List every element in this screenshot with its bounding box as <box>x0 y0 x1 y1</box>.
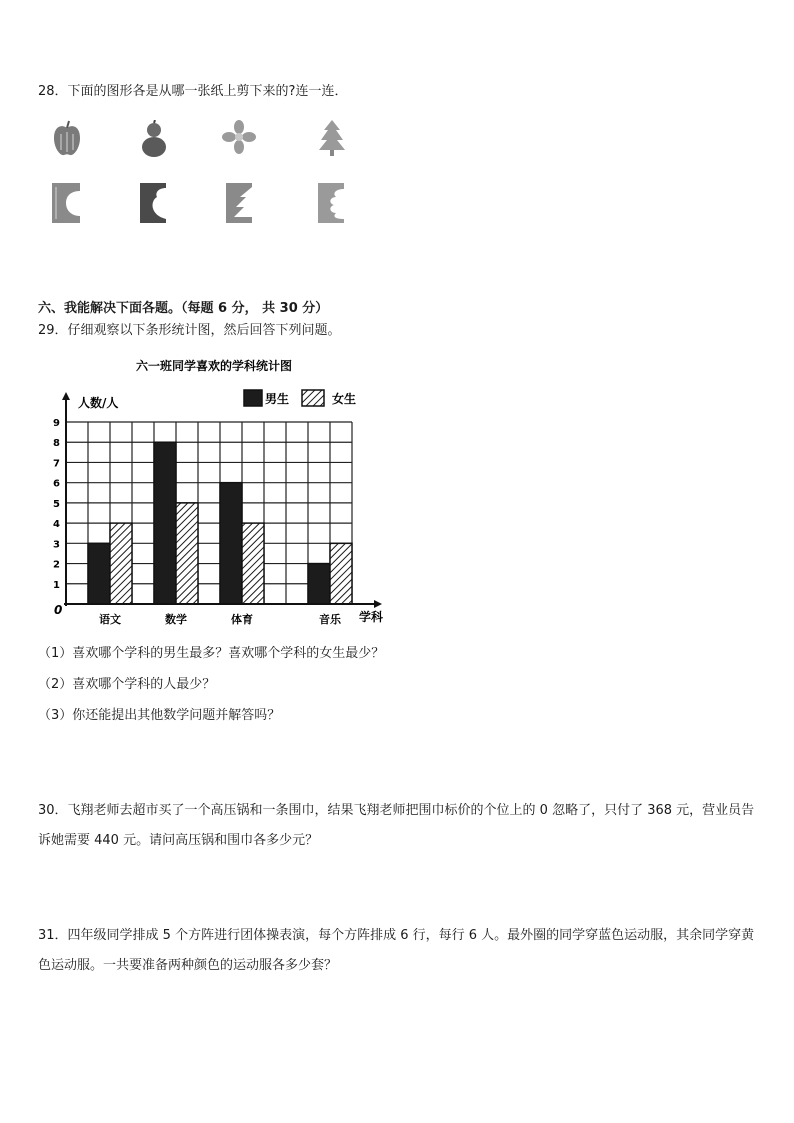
apple-icon <box>52 120 82 158</box>
gourd-icon <box>140 120 168 158</box>
cutout-paper-1 <box>52 183 80 223</box>
bar-male-0 <box>88 543 110 604</box>
bar-female-1 <box>176 503 198 604</box>
question-29-sub-3: （3）你还能提出其他数学问题并解答吗？ <box>38 708 281 723</box>
shape-gourd <box>140 120 168 158</box>
cutout-paper-3 <box>226 183 252 223</box>
cutout-paper-2 <box>140 183 166 223</box>
y-axis-label: 人数/人 <box>78 396 119 410</box>
legend-label-male: 男生 <box>265 392 290 406</box>
bar-male-1 <box>154 442 176 604</box>
y-axis-arrow <box>62 392 70 400</box>
cutout-paper-flower-icon <box>318 183 344 223</box>
origin-label: 0 <box>54 603 63 617</box>
y-tick-label: 4 <box>53 519 60 531</box>
y-tick-label: 7 <box>53 458 60 470</box>
shape-apple <box>52 120 82 158</box>
y-tick-label: 9 <box>53 418 60 429</box>
shape-flower <box>222 120 256 154</box>
x-tick-label: 音乐 <box>319 613 341 626</box>
flower-icon <box>222 120 256 154</box>
x-axis-arrow <box>374 600 382 608</box>
y-tick-label: 1 <box>53 579 60 591</box>
legend-swatch-female <box>302 390 324 406</box>
x-tick-label: 数学 <box>165 613 187 626</box>
cutout-paper-4 <box>318 183 344 223</box>
question-28-text: 28．下面的图形各是从哪一张纸上剪下来的?连一连． <box>38 84 348 99</box>
question-30-text: 30．飞翔老师去超市买了一个高压锅和一条围巾，结果飞翔老师把围巾标价的个位上的 0 忽略了，只付了 368 元，营业员告诉她需要 440 元。请问高压锅和围巾各多少元？ <box>38 803 755 848</box>
y-tick-label: 5 <box>53 498 60 510</box>
x-axis-label: 学科 <box>359 610 384 624</box>
x-tick-label: 语文 <box>99 613 121 626</box>
cutout-paper-gourd-icon <box>140 183 166 223</box>
question-29-sub-1: （1）喜欢哪个学科的男生最多？喜欢哪个学科的女生最少？ <box>38 646 385 661</box>
cutout-paper-tree-icon <box>226 183 252 223</box>
question-29-text: 29．仔细观察以下条形统计图，然后回答下列问题。 <box>38 323 341 338</box>
y-tick-label: 3 <box>53 539 60 551</box>
cutout-paper-apple-icon <box>52 183 80 223</box>
bar-male-2 <box>220 483 242 604</box>
question-31-text: 31．四年级同学排成 5 个方阵进行团体操表演，每个方阵排成 6 行，每行 6 人。最外圈的同学穿蓝色运动服，其余同学穿黄色运动服。一共要准备两种颜色的运动服各多少套？ <box>38 928 755 973</box>
question-29-sub-2: （2）喜欢哪个学科的人最少？ <box>38 677 216 692</box>
y-tick-label: 2 <box>53 559 60 571</box>
legend-label-female: 女生 <box>332 392 357 406</box>
legend-swatch-male <box>244 390 262 406</box>
shape-tree <box>318 120 346 156</box>
chart-title: 六一班同学喜欢的学科统计图 <box>135 359 293 373</box>
bar-male-3 <box>308 564 330 604</box>
bar-female-0 <box>110 523 132 604</box>
x-tick-label: 体育 <box>231 613 253 626</box>
y-tick-label: 6 <box>53 478 60 490</box>
bar-female-3 <box>330 543 352 604</box>
bar-chart <box>34 352 394 630</box>
tree-icon <box>318 120 346 156</box>
section-6-title: 六、我能解决下面各题。（每题 6 分， 共 30 分） <box>38 301 329 316</box>
y-tick-label: 8 <box>53 438 60 450</box>
bar-female-2 <box>242 523 264 604</box>
